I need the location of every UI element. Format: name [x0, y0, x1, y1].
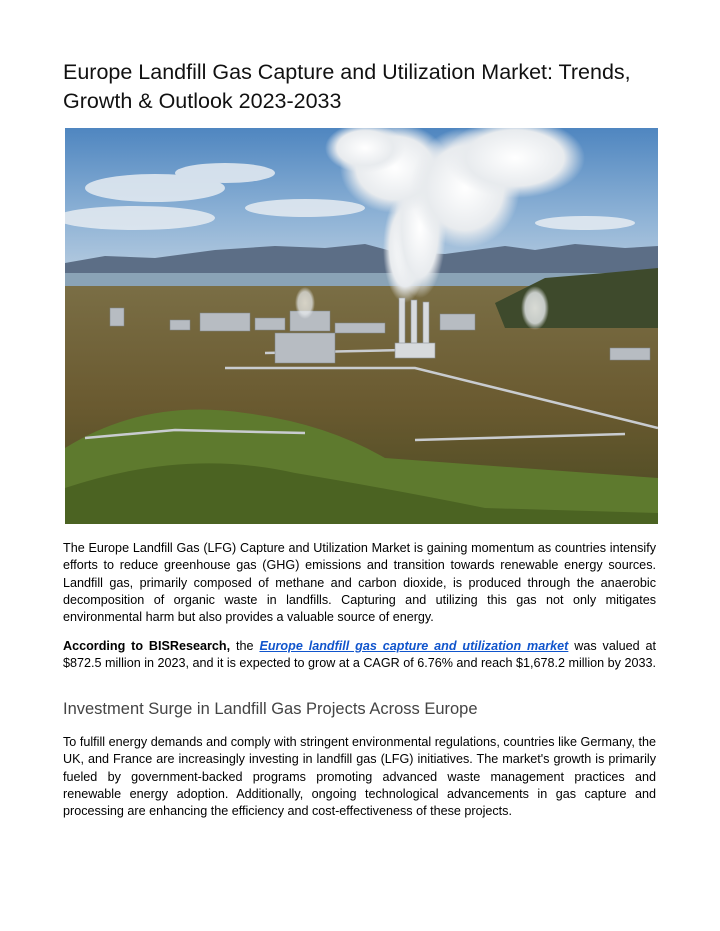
section-heading: Investment Surge in Landfill Gas Projects Across Europe: [63, 700, 478, 718]
source-paragraph: [63, 638, 656, 673]
geothermal-plant-image: [65, 128, 658, 524]
market-report-link[interactable]: Europe landfill gas capture and utilization market: [259, 639, 569, 653]
section-paragraph: To fulfill energy demands and comply with stringent environmental regulations, countries like Germany, the UK, and France are increasingly investing in landfill gas (LFG) initiatives. The market's growth is primarily fueled by government-backed programs promoting advanced waste management practices and renewable energy adoption. Additionally, ongoing technological advancements in gas capture and processing are enhancing the efficiency and cost-effectiveness of these projects.: [63, 735, 656, 819]
intro-paragraph: The Europe Landfill Gas (LFG) Capture and Utilization Market is gaining momentum as countries intensify efforts to reduce greenhouse gas (GHG) emissions and transition towards renewable energy sources. Landfill gas, primarily composed of methane and carbon dioxide, is produced through the anaerobic decomposition of organic waste in landfills. Capturing and utilizing this gas not only mitigates environmental harm but also provides a valuable source of energy.: [63, 541, 656, 625]
page-title: Europe Landfill Gas Capture and Utilization Market: Trends, Growth & Outlook 2023-2033: [63, 60, 631, 113]
source-the: the: [236, 639, 254, 653]
source-prefix: According to BISResearch,: [63, 639, 231, 653]
source-rest: was valued at $872.5 million in 2023, and it is expected to grow at a CAGR of 6.76% and reach $1,678.2 million by 2033.: [63, 639, 657, 671]
